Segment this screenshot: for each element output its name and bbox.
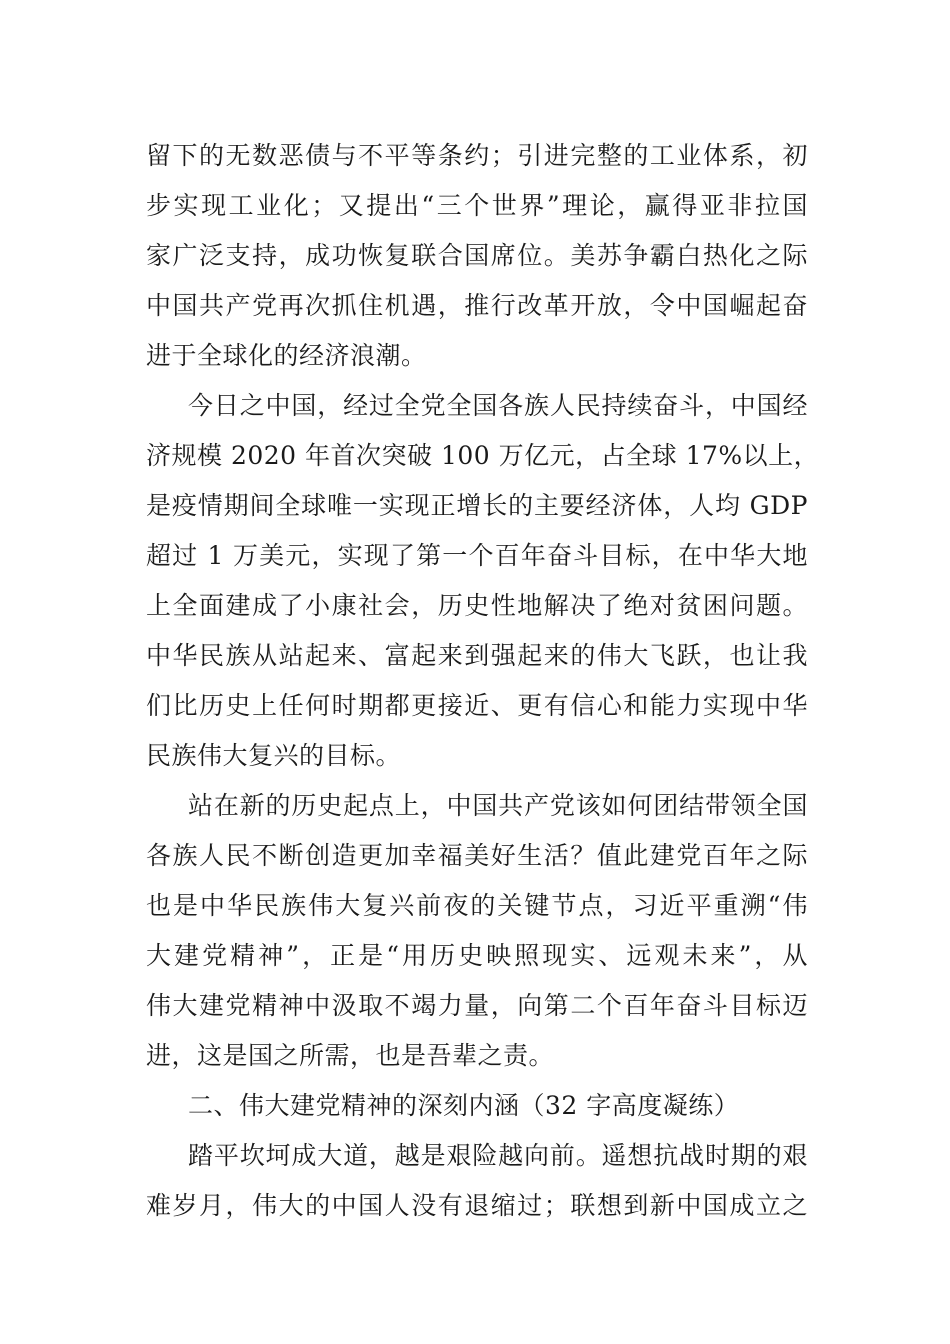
text-line: 进于全球化的经济浪潮。 xyxy=(146,341,427,370)
text-line: 步实现工业化；又提出“三个世界”理论，赢得亚非拉国 xyxy=(146,191,808,220)
text-line: 各族人民不断创造更加幸福美好生活？值此建党百年之际 xyxy=(146,841,808,870)
text-line: 济规模 2020 年首次突破 100 万亿元，占全球 17%以上， xyxy=(146,441,820,470)
text-line: 站在新的历史起点上，中国共产党该如何团结带领全国 xyxy=(188,791,808,820)
text-line: 民族伟大复兴的目标。 xyxy=(146,741,402,770)
text-line: 难岁月，伟大的中国人没有退缩过；联想到新中国成立之 xyxy=(146,1191,808,1220)
text-line: 大建党精神”，正是“用历史映照现实、远观未来”，从 xyxy=(146,941,808,970)
text-line: 留下的无数恶债与不平等条约；引进完整的工业体系，初 xyxy=(146,141,808,170)
text-line: 今日之中国，经过全党全国各族人民持续奋斗，中国经 xyxy=(188,391,808,420)
text-line: 是疫情期间全球唯一实现正增长的主要经济体，人均 GDP xyxy=(146,491,808,520)
text-line: 家广泛支持，成功恢复联合国席位。美苏争霸白热化之际 xyxy=(146,241,808,270)
text-line: 超过 1 万美元，实现了第一个百年奋斗目标，在中华大地 xyxy=(146,541,808,570)
section-heading: 二、伟大建党精神的深刻内涵（32 字高度凝练） xyxy=(188,1091,740,1120)
text-line: 上全面建成了小康社会，历史性地解决了绝对贫困问题。 xyxy=(146,591,808,620)
text-line: 伟大建党精神中汲取不竭力量，向第二个百年奋斗目标迈 xyxy=(146,991,808,1020)
document-body xyxy=(146,131,820,1231)
text-line: 踏平坎坷成大道，越是艰险越向前。遥想抗战时期的艰 xyxy=(188,1141,808,1170)
text-line: 也是中华民族伟大复兴前夜的关键节点，习近平重溯“伟 xyxy=(146,891,808,920)
text-line: 中华民族从站起来、富起来到强起来的伟大飞跃，也让我 xyxy=(146,641,808,670)
text-line: 中国共产党再次抓住机遇，推行改革开放，令中国崛起奋 xyxy=(146,291,808,320)
text-line: 进，这是国之所需，也是吾辈之责。 xyxy=(146,1041,555,1070)
text-line: 们比历史上任何时期都更接近、更有信心和能力实现中华 xyxy=(146,691,808,720)
